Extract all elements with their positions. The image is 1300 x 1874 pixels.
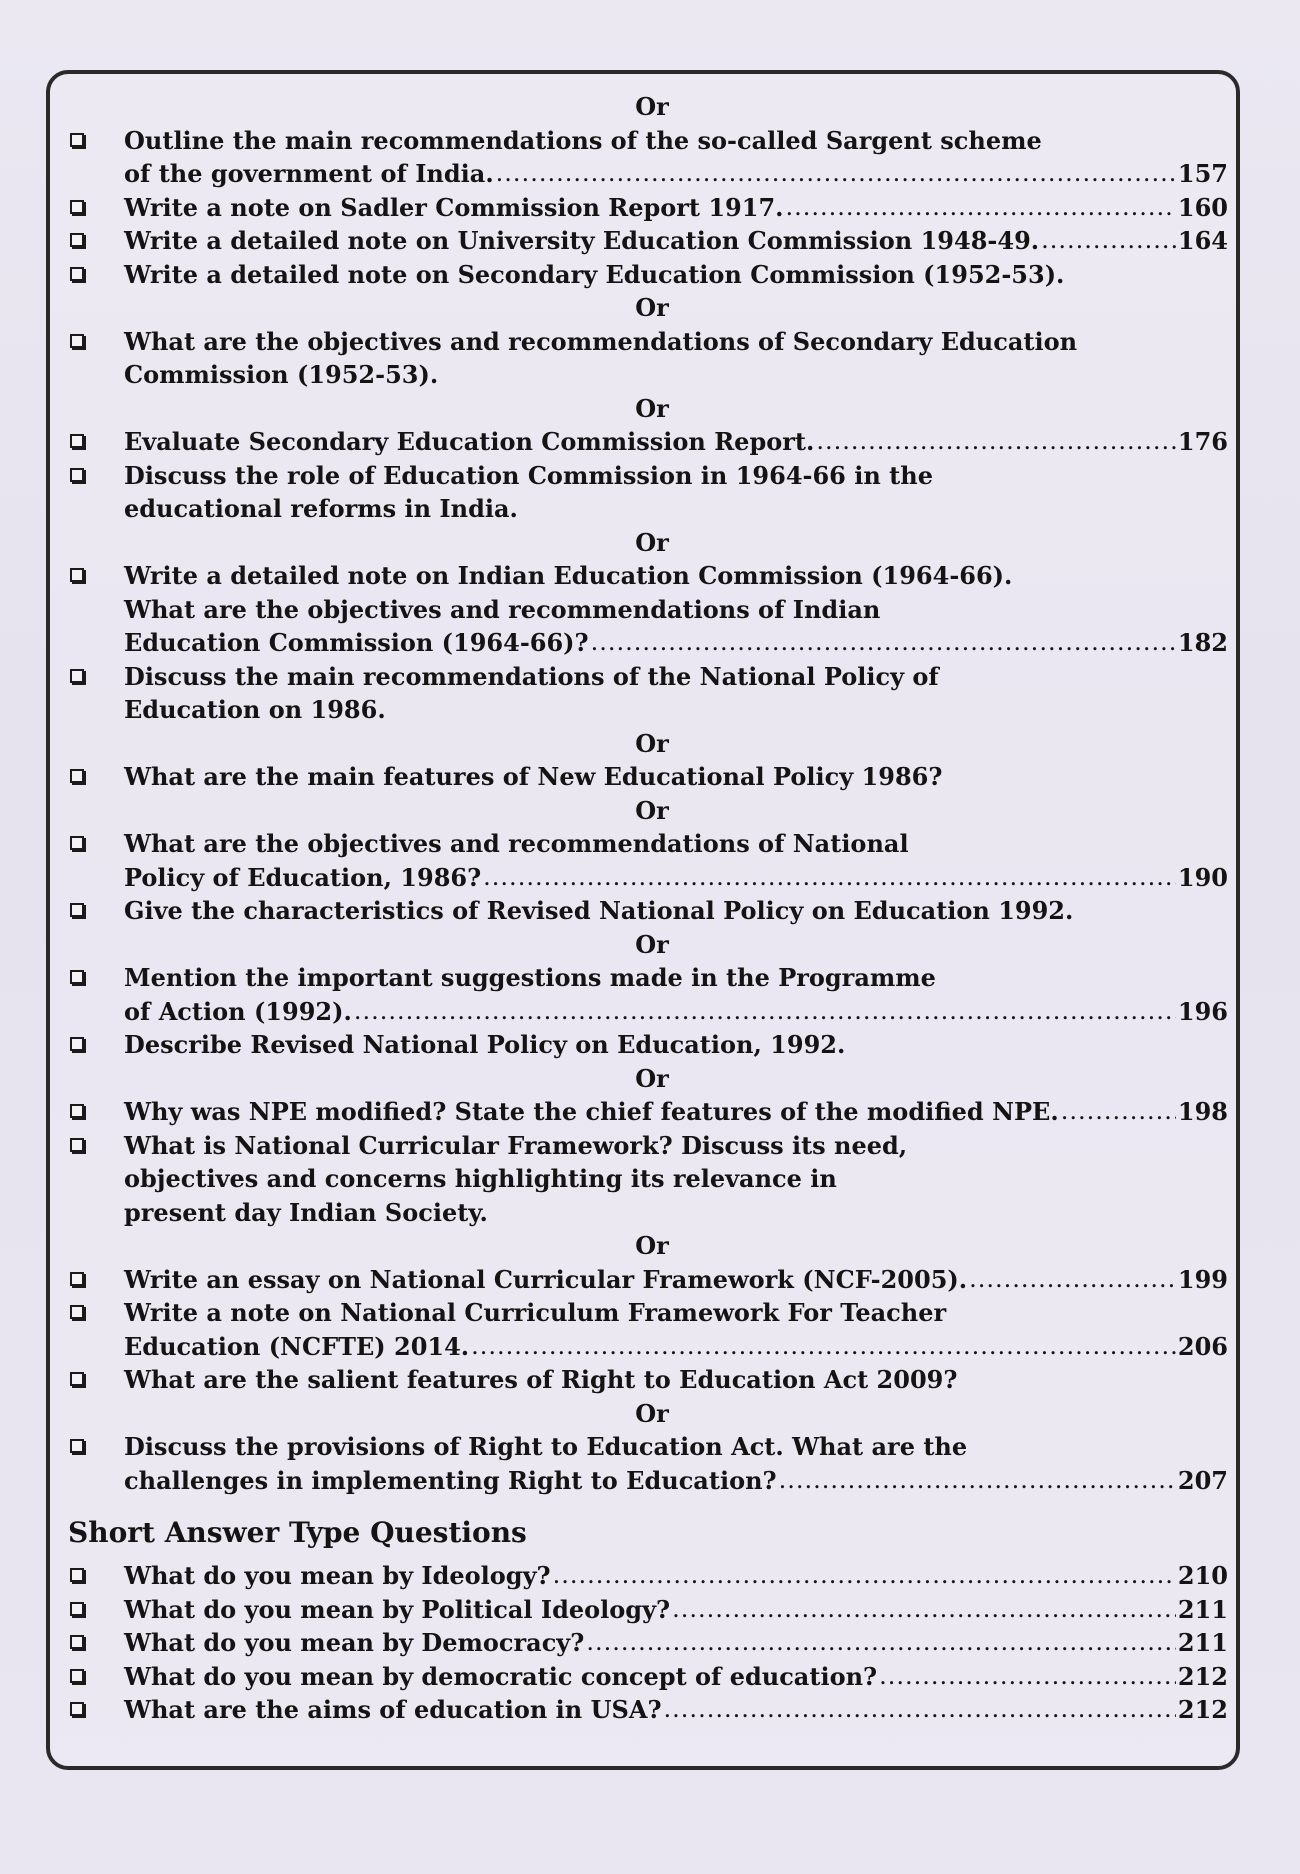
checkbox-icon — [70, 1702, 84, 1716]
question-item — [66, 1593, 1228, 1627]
checkbox-icon — [70, 1568, 84, 1582]
question-continuation — [66, 1196, 1228, 1230]
question-text: Commission (1952-53). — [124, 360, 439, 389]
checkbox-icon — [70, 1037, 84, 1051]
or-separator — [66, 1062, 1228, 1096]
question-continuation — [66, 861, 1228, 895]
checkbox-icon — [70, 1372, 84, 1386]
question-text: Write a note on National Curriculum Framework For Teacher — [124, 1298, 947, 1327]
question-item — [66, 961, 1228, 995]
question-continuation — [66, 1162, 1228, 1196]
question-continuation — [66, 157, 1228, 191]
question-item — [66, 760, 1228, 794]
dot-leader — [591, 626, 1176, 660]
dot-leader — [354, 995, 1176, 1029]
question-continuation — [66, 358, 1228, 392]
dot-leader — [779, 1464, 1176, 1498]
question-text: Outline the main recommendations of the so-called Sargent scheme — [124, 125, 1042, 155]
page-number: 196 — [1177, 996, 1228, 1026]
checkbox-icon — [70, 1602, 84, 1616]
page-number: 206 — [1177, 1331, 1228, 1361]
question-continuation — [66, 593, 1228, 627]
checkbox-icon — [70, 1138, 84, 1152]
or-label: Or — [635, 795, 669, 825]
question-text: Write a detailed note on University Education Commission 1948-49. — [124, 226, 1040, 255]
checkbox-icon — [70, 267, 84, 281]
or-separator — [66, 1397, 1228, 1431]
question-item — [66, 1660, 1228, 1694]
question-item — [66, 1626, 1228, 1660]
question-text: What do you mean by Political Ideology? — [124, 1594, 671, 1624]
long-answer-list — [66, 90, 1228, 1497]
question-item — [66, 224, 1228, 258]
question-item — [66, 1129, 1228, 1163]
or-separator — [66, 526, 1228, 560]
page-number: 182 — [1177, 628, 1228, 657]
dot-leader — [1041, 224, 1176, 258]
page-number: 210 — [1177, 1561, 1228, 1590]
page-number: 211 — [1177, 1594, 1228, 1624]
question-item — [66, 325, 1228, 359]
checkbox-icon — [70, 1305, 84, 1319]
question-text: What do you mean by Democracy? — [124, 1628, 585, 1657]
or-separator — [66, 392, 1228, 426]
question-text: Policy of Education, 1986? — [124, 862, 482, 892]
dot-leader — [471, 1330, 1176, 1364]
question-continuation — [66, 1464, 1228, 1498]
question-item — [66, 258, 1228, 292]
question-continuation — [66, 626, 1228, 660]
question-item — [66, 559, 1228, 593]
page-number: 160 — [1177, 192, 1228, 222]
checkbox-icon — [70, 1669, 84, 1683]
question-text: What are the main features of New Educational Policy 1986? — [124, 762, 943, 791]
question-text: Discuss the role of Education Commission in 1964-66 in the — [124, 460, 933, 490]
dot-leader — [816, 425, 1176, 459]
dot-leader — [786, 191, 1176, 225]
checkbox-icon — [70, 334, 84, 348]
question-item — [66, 894, 1228, 928]
or-label: Or — [635, 929, 669, 959]
question-text: Describe Revised National Policy on Education, 1992. — [124, 1030, 846, 1059]
question-item — [66, 1430, 1228, 1464]
checkbox-icon — [70, 434, 84, 448]
question-text: Write a detailed note on Indian Education Commission (1964-66). — [124, 561, 1013, 590]
or-separator — [66, 794, 1228, 828]
checkbox-icon — [70, 468, 84, 482]
dot-leader — [496, 157, 1176, 191]
checkbox-icon — [70, 836, 84, 850]
page-number: 164 — [1177, 226, 1228, 255]
or-separator — [66, 90, 1228, 124]
dot-leader — [969, 1263, 1176, 1297]
checkbox-icon — [70, 233, 84, 247]
question-text: Give the characteristics of Revised National Policy on Education 1992. — [124, 896, 1074, 925]
question-text: Write a detailed note on Secondary Education Commission (1952-53). — [124, 259, 1065, 289]
or-label: Or — [635, 92, 669, 121]
page-number: 198 — [1177, 1097, 1228, 1126]
checkbox-icon — [70, 769, 84, 783]
dot-leader — [879, 1660, 1176, 1694]
question-text: objectives and concerns highlighting its relevance in — [124, 1164, 837, 1193]
contents-list — [66, 90, 1228, 1727]
question-item — [66, 1296, 1228, 1330]
question-item — [66, 1559, 1228, 1593]
or-label: Or — [635, 1231, 669, 1260]
checkbox-icon — [70, 1104, 84, 1118]
or-label: Or — [635, 393, 669, 423]
checkbox-icon — [70, 568, 84, 582]
or-label: Or — [635, 293, 669, 322]
dot-leader — [1061, 1095, 1176, 1129]
checkbox-icon — [70, 903, 84, 917]
checkbox-icon — [70, 1272, 84, 1286]
or-label: Or — [635, 527, 669, 557]
or-label: Or — [635, 1398, 669, 1428]
dot-leader — [553, 1559, 1176, 1593]
question-text: Discuss the main recommendations of the National Policy of — [124, 661, 939, 691]
or-separator — [66, 928, 1228, 962]
question-item — [66, 425, 1228, 459]
question-continuation — [66, 1330, 1228, 1364]
question-item — [66, 459, 1228, 493]
question-item — [66, 1693, 1228, 1727]
question-text: What do you mean by Ideology? — [124, 1561, 551, 1590]
dot-leader — [672, 1593, 1176, 1627]
question-text: Education (NCFTE) 2014. — [124, 1331, 470, 1361]
question-text: Mention the important suggestions made in the Programme — [124, 963, 936, 992]
page-number: 199 — [1177, 1264, 1228, 1294]
checkbox-icon — [70, 133, 84, 147]
question-text: What is National Curricular Framework? Discuss its need, — [124, 1130, 908, 1160]
question-text: Education Commission (1964-66)? — [124, 628, 589, 657]
question-text: challenges in implementing Right to Education? — [124, 1465, 777, 1495]
checkbox-icon — [70, 970, 84, 984]
question-text: Write a note on Sadler Commission Report 1917. — [124, 192, 784, 222]
question-text: Write an essay on National Curricular Framework (NCF-2005). — [124, 1264, 968, 1294]
dot-leader — [664, 1693, 1176, 1727]
question-item — [66, 827, 1228, 861]
question-text: Why was NPE modified? State the chief features of the modified NPE. — [124, 1097, 1059, 1126]
page-number: 157 — [1177, 159, 1228, 188]
or-separator — [66, 1229, 1228, 1263]
checkbox-icon — [70, 200, 84, 214]
dot-leader — [483, 861, 1176, 895]
short-answer-list — [66, 1559, 1228, 1727]
question-text: What are the objectives and recommendations of Secondary Education — [124, 326, 1078, 356]
question-text: What are the aims of education in USA? — [124, 1695, 662, 1724]
checkbox-icon — [70, 1439, 84, 1453]
page-number: 211 — [1177, 1628, 1228, 1657]
or-separator — [66, 727, 1228, 761]
page-number: 190 — [1177, 862, 1228, 892]
page-number: 212 — [1177, 1661, 1228, 1691]
section-title: Short Answer Type Questions — [68, 1516, 527, 1549]
question-text: Education on 1986. — [124, 695, 386, 724]
question-text: Discuss the provisions of Right to Education Act. What are the — [124, 1432, 968, 1461]
question-text: present day Indian Society. — [124, 1197, 488, 1227]
checkbox-icon — [70, 1635, 84, 1649]
page-number: 212 — [1177, 1695, 1228, 1724]
or-separator — [66, 291, 1228, 325]
question-text: of the government of India. — [124, 159, 494, 188]
question-item — [66, 1028, 1228, 1062]
question-text: What do you mean by democratic concept of education? — [124, 1661, 878, 1691]
question-text: of Action (1992). — [124, 996, 352, 1026]
question-text: What are the salient features of Right to Education Act 2009? — [124, 1365, 958, 1394]
question-item — [66, 1263, 1228, 1297]
checkbox-icon — [70, 669, 84, 683]
question-text: Evaluate Secondary Education Commission Report. — [124, 427, 815, 456]
or-label: Or — [635, 728, 669, 758]
question-continuation — [66, 492, 1228, 526]
question-text: educational reforms in India. — [124, 494, 518, 523]
question-text: What are the objectives and recommendations of Indian — [124, 594, 881, 624]
question-item — [66, 191, 1228, 225]
page-number: 207 — [1177, 1465, 1228, 1495]
question-text: What are the objectives and recommendations of National — [124, 829, 909, 858]
dot-leader — [586, 1626, 1176, 1660]
question-continuation — [66, 693, 1228, 727]
or-label: Or — [635, 1063, 669, 1093]
page-number: 176 — [1177, 427, 1228, 456]
question-continuation — [66, 995, 1228, 1029]
question-item — [66, 1363, 1228, 1397]
question-item — [66, 1095, 1228, 1129]
question-item — [66, 660, 1228, 694]
question-item — [66, 124, 1228, 158]
